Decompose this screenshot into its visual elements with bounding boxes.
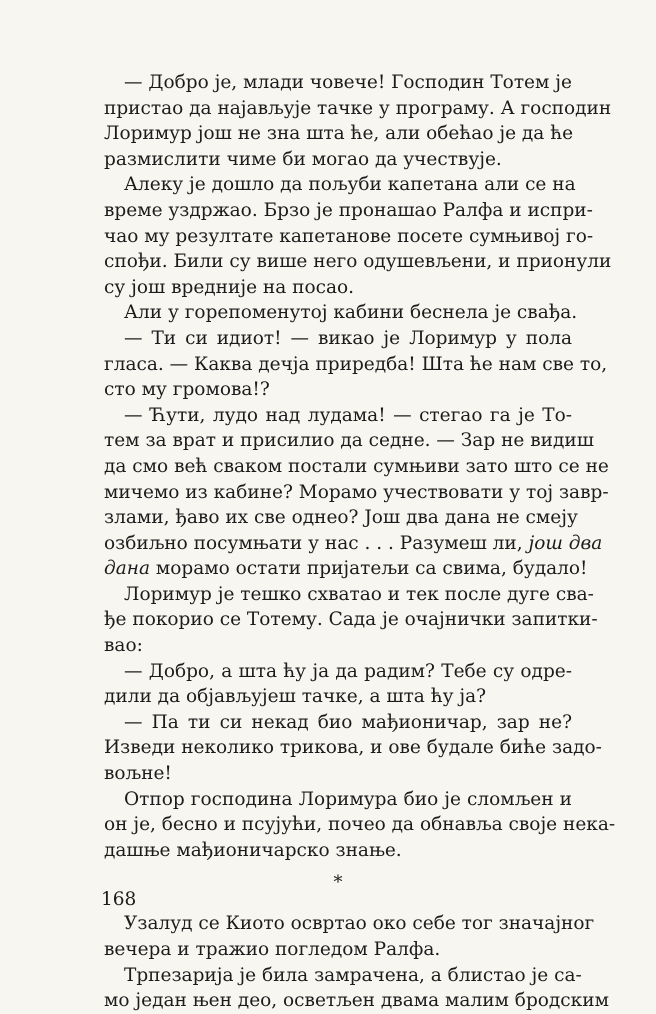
page-number: 168 <box>101 889 137 910</box>
text-line: — Добро, а шта ћу ја да радим? Тебе су одре- <box>124 660 572 682</box>
body-text <box>104 70 616 1014</box>
text-line: Лоримур још не зна шта ће, али обећао је да ће <box>104 123 574 145</box>
text-line: размислити чиме би могао да учествује. <box>104 148 502 170</box>
text-line: чао му резултате капетанове посете сумњивој го- <box>104 225 594 247</box>
text-line: мичемо из кабине? Морамо учествовати у тој завр- <box>104 481 609 503</box>
text-line: мо један њен део, осветљен двама малим бродским <box>104 990 609 1012</box>
text-line: дашње мађионичарско знање. <box>104 839 402 861</box>
text-segment: озбиљно посумњати у нас . . . Разумеш ли, <box>104 532 523 554</box>
text-line: злами, ђаво их све однео? Још два дана не смеју <box>104 507 578 529</box>
text-line: гласа. — Каква дечја приредба! Шта ће нам све то, <box>104 353 608 375</box>
text-line: Алеку је дошло да пољуби капетана али се на <box>124 174 576 196</box>
text-line: су још вредније на посао. <box>104 276 355 298</box>
text-line: вао: <box>104 635 143 657</box>
italic-phrase: дана <box>104 558 150 580</box>
text-line: вољне! <box>104 763 172 785</box>
text-line: — Па ти си некад био мађионичар, зар не? <box>124 711 572 733</box>
text-line: Лоримур је тешко схватао и тек после дуге сва- <box>124 583 594 605</box>
text-line: Али у горепоменутој кабини беснела је свађа. <box>124 302 578 324</box>
text-line: — Добро је, млади човече! Господин Тотем је <box>124 72 572 93</box>
text-line: Трпезарија је била замрачена, а блистао је са- <box>124 964 582 986</box>
text-line: вечера и тражио погледом Ралфа. <box>104 939 441 960</box>
text-line: спођи. Били су више него одушевљени, и прионули <box>104 251 612 273</box>
text-line: — Ћути, лудо над лудама! — стегао га је То- <box>124 404 572 426</box>
text-line: — Ти си идиот! — викао је Лоримур у пола <box>124 327 572 349</box>
text-line: ђе покорио се Тотему. Сада је очајнички запитки- <box>104 609 598 631</box>
italic-phrase: још два <box>528 532 603 554</box>
text-line: пристао да најављује тачке у програму. А господин <box>104 97 612 119</box>
section-separator: * <box>333 872 343 894</box>
text-line: Изведи неколико трикова, и ове будале биће задо- <box>104 737 602 759</box>
text-line: сто му громова!? <box>104 379 270 401</box>
text-line: тем за врат и присилио да седне. — Зар не видиш <box>104 430 594 452</box>
text-line-mixed <box>104 556 588 582</box>
text-line: да смо већ сваком постали сумњиви зато што се не <box>104 455 609 477</box>
text-line: Узалуд се Киото освртао око себе тог значајног <box>124 913 595 935</box>
text-line: дили да објављујеш тачке, а шта ћу ја? <box>104 686 487 708</box>
text-line-mixed <box>104 531 603 557</box>
text-line: он је, бесно и псујући, почео да обнавља своје нека- <box>104 814 616 836</box>
text-line: Отпор господина Лоримура био је сломљен и <box>124 788 572 810</box>
text-segment: морамо остати пријатељи са свима, будало! <box>155 558 588 580</box>
text-line: време уздржао. Брзо је пронашао Ралфа и испри- <box>104 199 593 221</box>
